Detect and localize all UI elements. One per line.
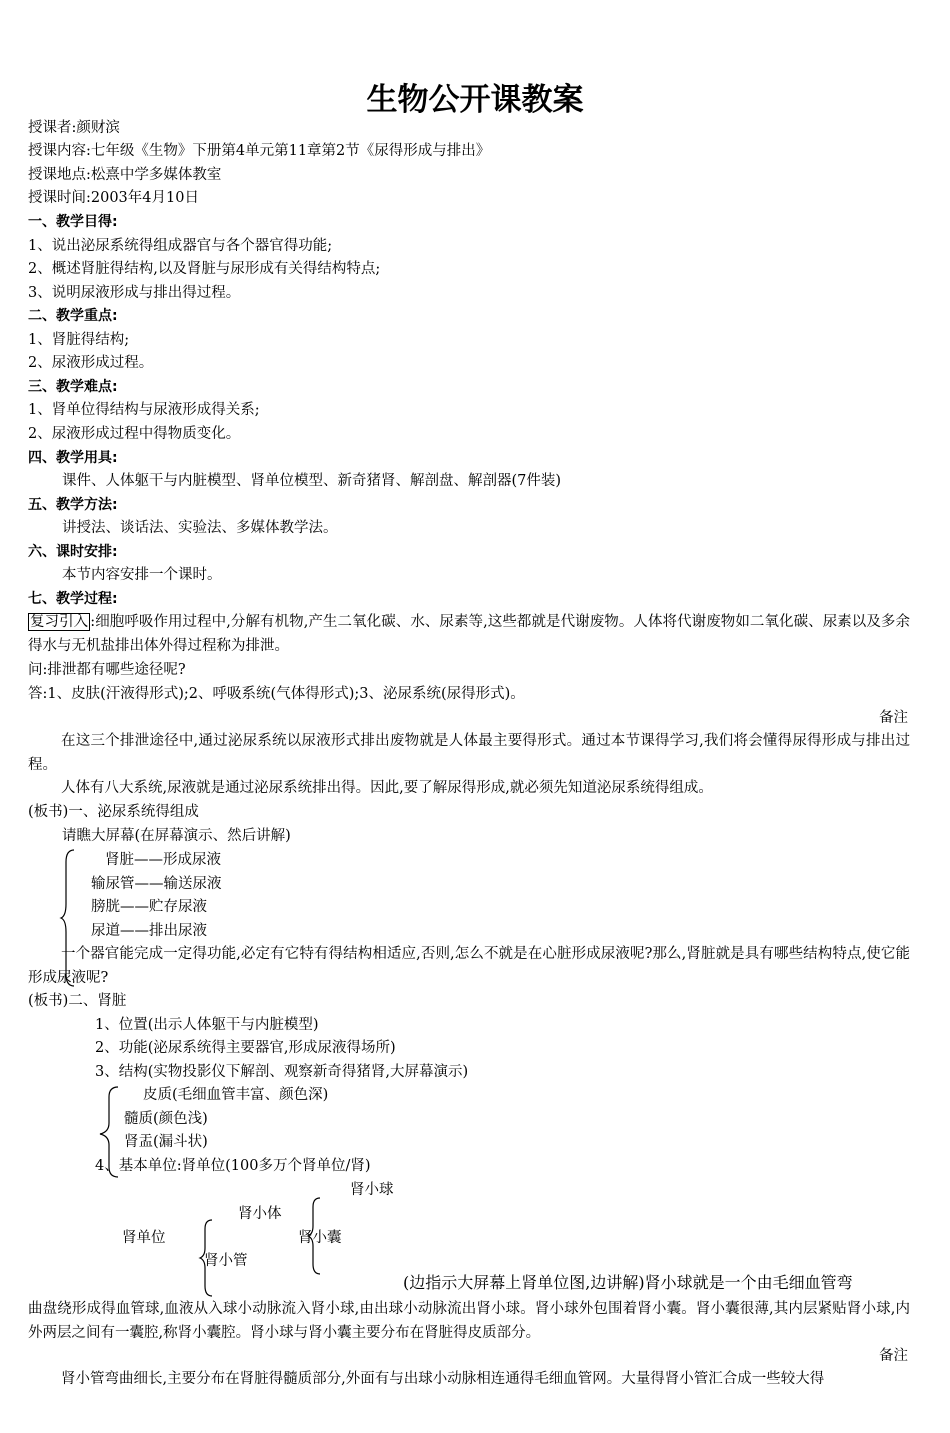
kidney-item: 3、结构(实物投影仪下解剖、观察新奇得猪肾,大屏幕演示) [95,1064,469,1080]
margin-note: 备注 [879,1348,908,1364]
screen-instruction: 请瞧大屏幕(在屏幕演示、然后讲解) [62,828,291,844]
goal-item: 3、说明尿液形成与排出得过程。 [28,285,241,301]
section-heading-process: 七、教学过程: [28,591,118,607]
paragraph: 在这三个排泄途径中,通过泌尿系统以尿液形式排出废物就是人体最主要得形式。通过本节课得学习,我们将会懂得尿得形成与排出过程。 [28,733,910,773]
key-point-item: 2、尿液形成过程。 [28,355,154,371]
explanation-lead: (边指示大屏幕上肾单位图,边讲解)肾小球就是一个由毛细血管弯 [403,1273,853,1292]
goal-item: 1、说出泌尿系统得组成器官与各个器官得功能; [28,238,333,254]
location-line: 授课地点:松熹中学多媒体教室 [28,167,222,183]
time-line: 授课时间:2003年4月10日 [28,190,199,206]
organ-item: 尿道——排出尿液 [91,923,207,939]
organ-item: 肾脏——形成尿液 [105,852,221,868]
goal-item: 2、概述肾脏得结构,以及肾脏与尿形成有关得结构特点; [28,261,381,277]
kidney-item: 2、功能(泌尿系统得主要器官,形成尿液得场所) [95,1040,396,1056]
tree-nephron: 肾单位 [122,1230,166,1246]
answer-line: 答:1、皮肤(汗液得形式);2、呼吸系统(气体得形式);3、泌尿系统(尿得形式)。 [28,686,525,702]
paragraph: 人体有八大系统,尿液就是通过泌尿系统排出得。因此,要了解尿得形成,就必须先知道泌尿系统得组成。 [61,780,713,796]
section-heading-goals: 一、教学目得: [28,214,118,230]
margin-note: 备注 [879,710,908,726]
paragraph: 曲盘绕形成得血管球,血液从入球小动脉流入肾小球,由出球小动脉流出肾小球。肾小球外包围着肾小囊。肾小囊很薄,其内层紧贴肾小球,内外两层之间有一囊腔,称肾小囊腔。肾小球与肾小囊主要分布在肾脏得皮质部分。 [28,1301,910,1341]
tree-renal-tubule: 肾小管 [204,1253,248,1269]
paragraph: 肾小管弯曲细长,主要分布在肾脏得髓质部分,外面有与出球小动脉相连通得毛细血管网。大量得肾小管汇合成一些较大得 [61,1371,825,1387]
paragraph: 一个器官能完成一定得功能,必定有它特有得结构相适应,否则,怎么不就是在心脏形成尿液呢?那么,肾脏就是具有哪些结构特点,使它能形成尿液呢? [28,946,910,986]
section-heading-difficulties: 三、教学难点: [28,379,118,395]
kidney-item: 1、位置(出示人体躯干与内脏模型) [95,1017,319,1033]
tree-glomerulus: 肾小球 [350,1182,394,1198]
teacher-line: 授课者:颜财滨 [28,120,120,136]
section-heading-tools: 四、教学用具: [28,450,118,466]
review-label: 复习引入 [30,614,89,630]
organ-item: 膀胱——贮存尿液 [91,899,207,915]
methods-text: 讲授法、谈话法、实验法、多媒体教学法。 [62,520,338,536]
section-heading-key-points: 二、教学重点: [28,308,118,324]
board-note-urinary-system: (板书)一、泌尿系统得组成 [28,804,199,820]
board-note-kidney: (板书)二、肾脏 [28,993,127,1009]
tree-renal-corpuscle: 肾小体 [238,1206,282,1222]
structure-item: 肾盂(漏斗状) [124,1134,208,1150]
structure-item: 皮质(毛细血管丰富、颜色深) [143,1087,329,1103]
question-line: 问:排泄都有哪些途径呢? [28,662,186,678]
review-text: :细胞呼吸作用过程中,分解有机物,产生二氧化碳、水、尿素等,这些都就是代谢废物。人体将代谢废物如二氧化碳、尿素以及多余得水与无机盐排出体外得过程称为排泄。 [28,614,910,654]
schedule-text: 本节内容安排一个课时。 [62,567,222,583]
left-brace-icon [306,1196,326,1276]
section-heading-methods: 五、教学方法: [28,497,118,513]
difficulty-item: 1、肾单位得结构与尿液形成得关系; [28,402,260,418]
tree-renal-capsule: 肾小囊 [298,1230,342,1246]
tools-text: 课件、人体躯干与内脏模型、肾单位模型、新奇猪肾、解剖盘、解剖器(7件装) [62,473,562,489]
page-title: 生物公开课教案 [366,82,584,118]
basic-unit-line: 4、基本单位:肾单位(100多万个肾单位/肾) [95,1158,371,1174]
review-paragraph [28,611,910,658]
content-line: 授课内容:七年级《生物》下册第4单元第11章第2节《尿得形成与排出》 [28,143,491,159]
left-brace-icon [198,1218,218,1298]
organ-item: 输尿管——输送尿液 [91,876,222,892]
structure-item: 髓质(颜色浅) [124,1111,208,1127]
difficulty-item: 2、尿液形成过程中得物质变化。 [28,426,241,442]
key-point-item: 1、肾脏得结构; [28,332,130,348]
section-heading-schedule: 六、课时安排: [28,544,118,560]
